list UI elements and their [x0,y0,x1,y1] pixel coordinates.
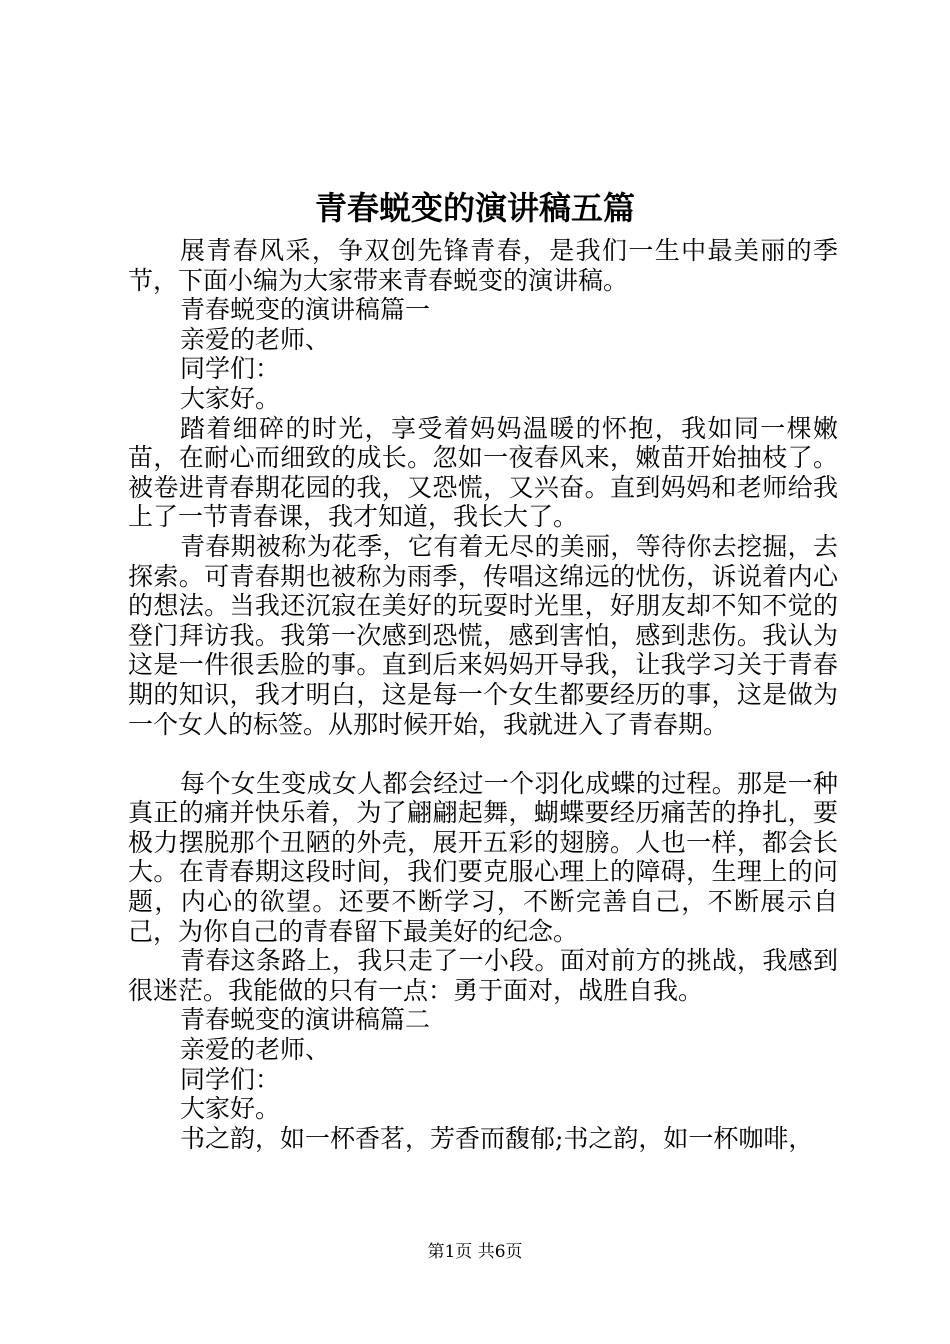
section-heading: 青春蜕变的演讲稿篇二 [180,1005,431,1035]
salutation-line: 同学们： [180,1064,281,1094]
document-title: 青春蜕变的演讲稿五篇 [314,189,635,227]
section-heading: 青春蜕变的演讲稿篇一 [180,295,431,325]
salutation-line: 同学们： [180,354,281,384]
body-paragraph: 踏着细碎的时光，享受着妈妈温暖的怀抱，我如同一棵嫩苗，在耐心而细致的成长。忽如一夜春风来，嫩苗开始抽枝了。被卷进青春期花园的我，又恐慌，又兴奋。直到妈妈和老师给我上了一节青春课，我才知道，我长大了。 [128,413,838,532]
document-body [128,236,838,1153]
body-paragraph: 青春这条路上，我只走了一小段。面对前方的挑战，我感到很迷茫。我能做的只有一点：勇于面对，战胜自我。 [128,946,838,1005]
intro-paragraph: 展青春风采，争双创先锋青春，是我们一生中最美丽的季节，下面小编为大家带来青春蜕变的演讲稿。 [128,236,838,295]
body-paragraph: 青春期被称为花季，它有着无尽的美丽，等待你去挖掘，去探索。可青春期也被称为雨季，传唱这绵远的忧伤，诉说着内心的想法。当我还沉寂在美好的玩耍时光里，好朋友却不知不觉的登门拜访我。我第一次感到恐慌，感到害怕，感到悲伤。我认为这是一件很丢脸的事。直到后来妈妈开导我，让我学习关于青春期的知识，我才明白，这是每一个女生都要经历的事，这是做为一个女人的标签。从那时候开始，我就进入了青春期。 [128,531,838,739]
page-footer: 第1页 共6页 [427,1242,523,1262]
greeting-line: 大家好。 [180,383,281,413]
salutation-line: 亲爱的老师、 [180,324,331,354]
body-paragraph: 每个女生变成女人都会经过一个羽化成蝶的过程。那是一种真正的痛并快乐着，为了翩翩起舞，蝴蝶要经历痛苦的挣扎，要极力摆脱那个丑陋的外壳，展开五彩的翅膀。人也一样，都会长大。在青春期这段时间，我们要克服心理上的障碍，生理上的问题，内心的欲望。还要不断学习，不断完善自己，不断展示自己，为你自己的青春留下最美好的纪念。 [128,768,838,946]
body-paragraph: 书之韵，如一杯香茗，芳香而馥郁;书之韵，如一杯咖啡， [180,1123,814,1153]
greeting-line: 大家好。 [180,1094,281,1124]
salutation-line: 亲爱的老师、 [180,1035,331,1065]
